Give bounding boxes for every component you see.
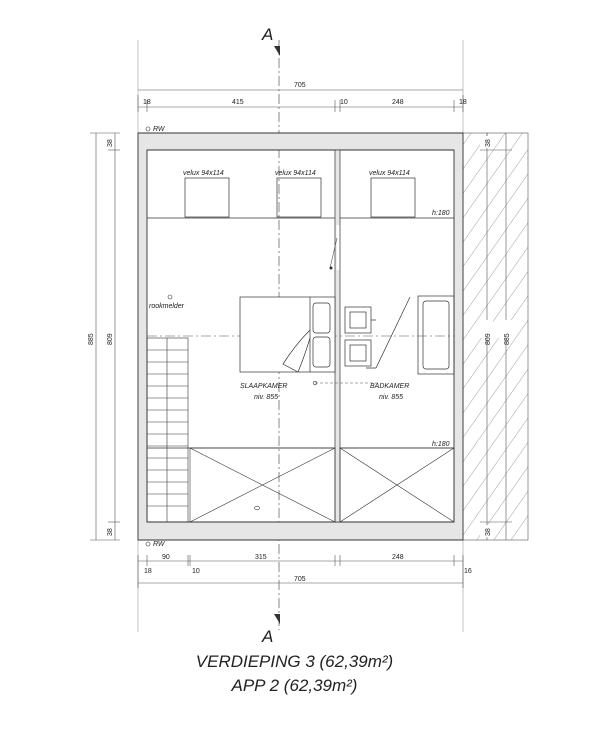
dim-bottom-part: 315: [255, 554, 267, 561]
rw-bottom-label: RW: [153, 541, 165, 548]
velux-windows: [185, 178, 415, 217]
room-level-bedroom: niv. 855: [254, 394, 278, 401]
dim-bottom-part: 18: [144, 568, 152, 575]
staircase: [147, 338, 188, 522]
dim-right-top: 38: [485, 139, 492, 147]
dim-bottom-part: 16: [464, 568, 472, 575]
dim-top-part: 248: [392, 99, 404, 106]
dim-right-total: 885: [504, 333, 511, 345]
dim-left-top: 38: [107, 139, 114, 147]
dim-bottom-total: 705: [294, 576, 306, 583]
rw-top-label: RW: [153, 126, 165, 133]
dim-right-bottom: 38: [485, 528, 492, 536]
smoke-detector-symbol: [168, 295, 172, 299]
dim-top-part: 18: [459, 99, 467, 106]
top-dimensions: [138, 82, 467, 112]
dim-left-inner: 809: [107, 333, 114, 345]
velux-label: velux 94x114: [183, 170, 224, 177]
double-bed: [240, 297, 335, 372]
height-label-bottom: h:180: [432, 441, 450, 448]
height-label-top: h:180: [432, 210, 450, 217]
dim-left-total: 885: [88, 333, 95, 345]
rw-bottom-symbol: [146, 542, 150, 546]
rw-top-symbol: [146, 127, 150, 131]
section-arrow-bottom: [274, 614, 280, 624]
dim-left-bottom: 38: [107, 528, 114, 536]
room-level-bathroom: niv. 855: [379, 394, 403, 401]
room-name-bathroom: BADKAMER: [370, 383, 410, 390]
velux-label: velux 94x114: [275, 170, 316, 177]
dim-top-total: 705: [294, 82, 306, 89]
section-marker-bottom: A: [262, 627, 274, 646]
dim-bottom-part: 10: [192, 568, 200, 575]
dim-bottom-part: 248: [392, 554, 404, 561]
floor-title: VERDIEPING 3 (62,39m²): [195, 652, 394, 671]
room-name-bedroom: SLAAPKAMER: [240, 383, 288, 390]
bathroom-fixtures: [345, 296, 454, 374]
smoke-detector-label: rookmelder: [149, 303, 185, 310]
velux-label: velux 94x114: [369, 170, 410, 177]
section-arrow-top: [274, 46, 280, 56]
section-marker-top: A: [262, 25, 274, 44]
dim-right-inner: 809: [485, 333, 492, 345]
dim-top-part: 415: [232, 99, 244, 106]
apartment-title: APP 2 (62,39m²): [231, 676, 358, 695]
dim-bottom-part: 90: [162, 554, 170, 561]
bottom-dimensions: [138, 554, 472, 588]
storage-crosses: [190, 448, 454, 522]
dim-top-part: 18: [143, 99, 151, 106]
roof-edge-hatch: [463, 133, 528, 540]
dim-top-part: 10: [340, 99, 348, 106]
